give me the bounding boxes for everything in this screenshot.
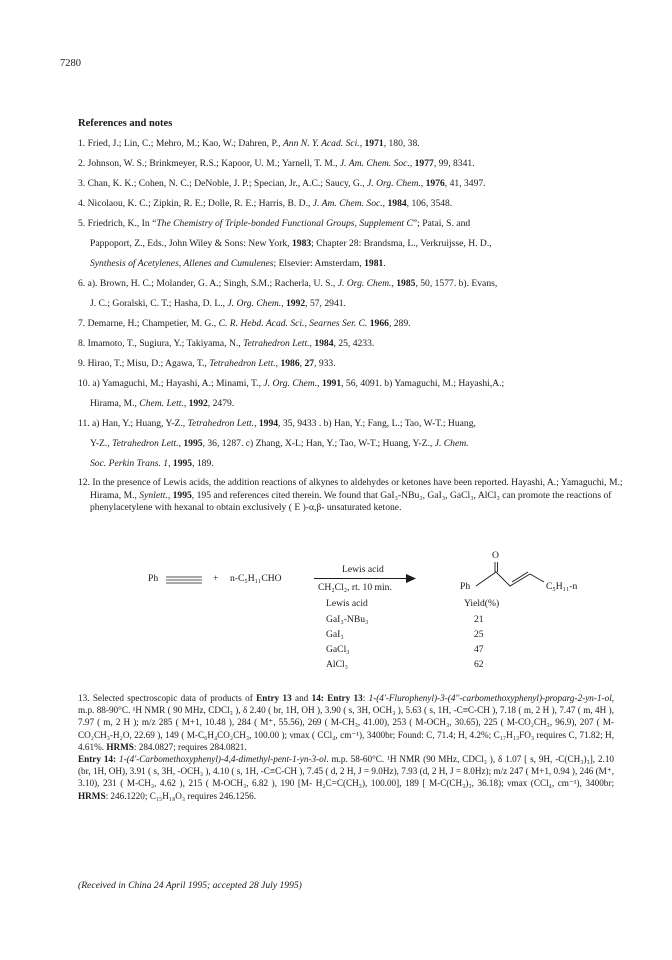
product-alkyl: C₅H₁₁-n [546, 581, 578, 592]
reaction-arrow [314, 578, 410, 579]
reference-continuation [90, 454, 626, 474]
entry-13-data [78, 692, 614, 753]
reaction-scheme [78, 548, 638, 688]
bold-text: 1981 [364, 258, 384, 269]
text-run: , 106, 3548. [406, 198, 453, 209]
reference-continuation [90, 254, 626, 274]
table-cell-yield: 62 [474, 659, 484, 670]
plus-sign: + [213, 573, 219, 584]
bold-text: 1976 [425, 178, 445, 189]
bold-text: 1992 [285, 298, 306, 309]
italic-text: Tetrahedron Lett. [187, 418, 255, 429]
italic-text: Synlett. [139, 489, 168, 501]
text-run: 12. In the presence of Lewis acids, the addition reactions of alkynes to aldehydes or ketones have been reported. Hayashi, A.; Yamaguchi, M.; Hirama, M., [78, 477, 623, 501]
bold-text: 1995 [172, 458, 193, 469]
text-run: 4. Nicolaou, K. C.; Zipkin, R. E.; Dolle, R. E.; Harris, B. D., [78, 198, 313, 209]
bold-text: 1995 [183, 438, 203, 449]
references-list [78, 134, 626, 515]
text-run: , 195 and references cited therein. We found that GaI₃-NBu₃, GaI₃, GaCl₃, AlCl₃ can promote the reactions of phenylacetylene with hexanal to obtain exclusively ( E )-α,β- unsaturated ketone. [90, 489, 612, 513]
text-run: ”; Patai, S. and [412, 218, 471, 229]
bold-text: 1984 [387, 198, 407, 209]
text-run: 11. a) Han, Y.; Huang, Y-Z., [78, 418, 188, 429]
text-run: , 99, 8341. [433, 158, 475, 169]
text-run: Y-Z., [90, 438, 113, 449]
text-run: , 933. [314, 358, 336, 369]
reference-r3 [78, 174, 626, 194]
italic-text: C. R. Hebd. Acad. Sci., Searnes Ser. C. [218, 318, 368, 329]
text-run: , [420, 178, 426, 189]
reference-r8 [78, 334, 626, 354]
text-run: , [178, 438, 184, 449]
bold-text: 1992 [188, 398, 208, 409]
bold-text: 1983 [291, 238, 312, 249]
text-run: , [281, 298, 286, 309]
reference-r11 [78, 414, 626, 474]
references-heading: References and notes [78, 118, 173, 129]
text-run: , m.p. 88-90°C. ¹H NMR ( 90 MHz, CDCl₃ ), δ 2.40 ( br, 1H, OH ), 3.90 ( s, 3H, OCH₃ ), 5.63 ( s, 1H, -C≡C-CH ), 7.18 ( m, 2 H ), 7.47 ( m, 4H ), 7.97 ( m, 2 H ); m/z 285 ( M+1, 10.48 ), 284 ( M⁺, 55.56), 269 ( M-CH₃, 41.00), 253 ( M-OCH₃, 30.65), 225 ( M-CO₂CH₃, 96.9), 207 ( M-CO₂CH₃-H₂O, 22.69 ), 149 ( M-C₆H₄CO₂CH₃, 100.00 ); νmax ( CCl₄, cm⁻¹), 3400br; Found: C, 71.4; H, 4.2%; C₁₇H₁₃FO₃ requires C, 71.82; H, 4.61%. [78, 693, 615, 752]
italic-text: 1-(4'-Flurophenyl)-3-(4''-carbomethoxyphenyl)-proparg-2-yn-1-ol [368, 693, 612, 703]
bold-text: 1985 [396, 278, 416, 289]
text-run: 1. Fried, J.; Lin, C.; Mehro, M.; Kao, W.; Dahren, P., [78, 138, 283, 149]
italic-text: Tetrahedron Lett. [209, 358, 276, 369]
text-run: and [291, 693, 312, 703]
bold-text: 1991 [321, 378, 342, 389]
arrow-head-icon [406, 574, 416, 583]
text-run: , [254, 418, 259, 429]
italic-text: Synthesis of Acetylenes, Allenes and Cumulenes [90, 258, 274, 269]
reagent-top: Lewis acid [342, 564, 384, 575]
text-run: , [167, 489, 173, 501]
text-run: , 25, 4233. [333, 338, 375, 349]
text-run: , [168, 458, 173, 469]
text-run: 6. a). Brown, H. C.; Molander, G. A.; Singh, S.M.; Racherla, U. S., [78, 278, 338, 289]
text-run: , 35, 9433 . b) Han, Y.; Fang, L.; Tao, W-T.; Huang, [278, 418, 476, 429]
text-run: J. C.; Goralski, C. T.; Hasha, D. L., [90, 298, 228, 309]
text-run: , [317, 378, 322, 389]
text-run: , 2479. [207, 398, 235, 409]
reactant-hexanal: n-C₅H₁₁CHO [230, 573, 282, 584]
received-note: (Received in China 24 April 1995; accepted 28 July 1995) [78, 880, 302, 891]
italic-text: J. Org. Chem. [367, 178, 421, 189]
bold-text: Entry 13 [256, 693, 292, 703]
text-run: 9. Hirao, T.; Misu, D.; Agawa, T., [78, 358, 210, 369]
reference-r10 [78, 374, 626, 414]
reference-r2 [78, 154, 626, 174]
italic-text: J. Org. Chem. [263, 378, 318, 389]
text-run: , 50, 1577. b). Evans, [415, 278, 498, 289]
text-run: , 36, 1287. c) Zhang, X-L; Han, Y.; Tao, W-T.; Huang, Y-Z., [202, 438, 435, 449]
reference-continuation [90, 234, 626, 254]
table-cell-lewis-acid: AlCl₃ [326, 659, 349, 670]
text-run: , [409, 158, 415, 169]
table-header-lewis-acid: Lewis acid [326, 598, 368, 609]
table-cell-lewis-acid: GaI₃-NBu₃ [326, 614, 369, 625]
text-run: , [183, 398, 189, 409]
alkyne-triple-bond [166, 575, 202, 585]
text-run: 3. Chan, K. K.; Cohen, N. C.; DeNoble, J. P.; Specian, Jr., A.C.; Saucy, G., [78, 178, 368, 189]
table-cell-yield: 21 [474, 614, 484, 625]
reference-r12 [78, 477, 626, 515]
italic-text: Tetrahedron Lett. [243, 338, 310, 349]
table-cell-lewis-acid: GaCl₃ [326, 644, 350, 655]
italic-text: Soc. Perkin Trans. 1 [90, 458, 169, 469]
text-run: Pappoport, Z., Eds., John Wiley & Sons: New York, [90, 238, 292, 249]
text-run: , 180, 38. [383, 138, 420, 149]
italic-text: J. Am. Chem. Soc. [339, 158, 410, 169]
italic-text: J. Org. Chem. [337, 278, 392, 289]
bold-text: 1977 [414, 158, 434, 169]
product-oxygen: O [492, 550, 499, 561]
text-run: 5. Friedrich, K., In “ [78, 218, 157, 229]
reference-continuation [90, 434, 626, 454]
text-run: Hirama, M., [90, 398, 140, 409]
page-number: 7280 [60, 58, 81, 69]
bold-text: 1971 [364, 138, 384, 149]
entry-14-data [78, 753, 614, 802]
spectroscopic-data [78, 692, 614, 802]
bold-text: Entry 13 [327, 693, 363, 703]
text-run: : 246.1220; C₁₅H₁₈O₃ requires 246.1256. [105, 790, 257, 801]
bold-text: 1986 [280, 358, 300, 369]
italic-text: J. Org. Chem. [227, 298, 282, 309]
text-run: : [362, 693, 369, 703]
italic-text: J. Am. Chem. Soc. [312, 198, 383, 209]
italic-text: 1-(4'-Carbomethoxyphenyl)-4,4-dimethyl-pent-1-yn-3-ol [118, 754, 327, 765]
text-run: 13. Selected spectroscopic data of products of [78, 693, 257, 703]
reference-r9 [78, 354, 626, 374]
text-run: , [359, 138, 365, 149]
table-cell-yield: 25 [474, 629, 484, 640]
italic-text: Ann N. Y. Acad. Sci. [282, 138, 360, 149]
bold-text: 1994 [258, 418, 279, 429]
table-cell-yield: 47 [474, 644, 484, 655]
bold-text: HRMS [78, 790, 106, 801]
italic-text: The Chemistry of Triple-bonded Functional Groups, Supplement C [156, 218, 413, 229]
table-header-yield: Yield(%) [464, 598, 500, 609]
text-run: , 41, 3497. [444, 178, 486, 189]
bold-text: 1966 [369, 318, 389, 329]
text-run: 10. a) Yamaguchi, M.; Hayashi, A.; Minami, T., [78, 378, 264, 389]
text-run: . [383, 258, 386, 269]
text-run: , 56, 4091. b) Yamaguchi, M.; Hayashi,A.; [341, 378, 505, 389]
reference-continuation [90, 294, 626, 314]
text-run: , [391, 278, 397, 289]
table-cell-lewis-acid: GaI₃ [326, 629, 344, 640]
reference-r1 [78, 134, 626, 154]
reference-r7 [78, 314, 626, 334]
bold-text: Entry 14: [78, 754, 117, 765]
reference-r4 [78, 194, 626, 214]
bold-text: 1995 [172, 489, 192, 501]
text-run: , [299, 358, 305, 369]
reagent-bottom: CH₂Cl₂, rt. 10 min. [318, 582, 392, 593]
reference-r6 [78, 274, 626, 314]
italic-text: Tetrahedron Lett. [112, 438, 179, 449]
text-run: . m.p. 58-60°C. ¹H NMR (90 MHz, CDCl₃ ), δ 1.07 [ s, 9H, -C(CH₃)₃], 2.10 (br, 1H, OH), 3.91 ( s, 3H, -OCH₃ ), 4.10 ( s, 1H, -C≡C-CH ), 7.45 ( d, 2 H, J = 9.0Hz), 7.93 (d, 2 H, J = 8.0Hz); m/z 247 ( M+1, 0.94 ), 246 (M⁺, 3.10), 231 ( M-CH₃, 4.62 ), 215 ( M-OCH₃, 6.82 ), 190 [M- H₂C=C(CH₃), 100.00], 189 [ M-C(CH₃)₃, 36.18); νmax (CCl₄, cm⁻¹), 3400br; [78, 754, 615, 789]
text-run: , [275, 358, 281, 369]
reference-continuation [90, 394, 626, 414]
text-run: 7. Demarne, H.; Champetier, M. G., [78, 318, 219, 329]
bold-text: 27 [304, 358, 315, 369]
text-run: : 284.0827; requires 284.0821. [133, 741, 247, 752]
italic-text: Chem. Lett. [139, 398, 184, 409]
bold-text: HRMS [106, 741, 134, 752]
text-run: ; Elsevier: Amsterdam, [273, 258, 365, 269]
text-run: , [382, 198, 388, 209]
italic-text: J. Chem. [434, 438, 469, 449]
reactant-phenyl: Ph [148, 573, 159, 584]
text-run: 8. Imamoto, T., Sugiura, Y.; Takiyama, N., [78, 338, 244, 349]
text-run: ; Chapter 28: Brandsma, L., Verkruijsse, H. D., [311, 238, 492, 249]
text-run: 2. Johnson, W. S.; Brinkmeyer, R.S.; Kapoor, U. M.; Yarnell, T. M., [78, 158, 340, 169]
text-run: , 289. [388, 318, 411, 329]
bold-text: 1984 [314, 338, 334, 349]
text-run: , 189. [192, 458, 214, 469]
text-run: , 57, 2941. [305, 298, 346, 309]
text-run: , [309, 338, 315, 349]
bold-text: 14: [311, 693, 324, 703]
product-phenyl: Ph [460, 581, 471, 592]
reference-r5 [78, 214, 626, 274]
